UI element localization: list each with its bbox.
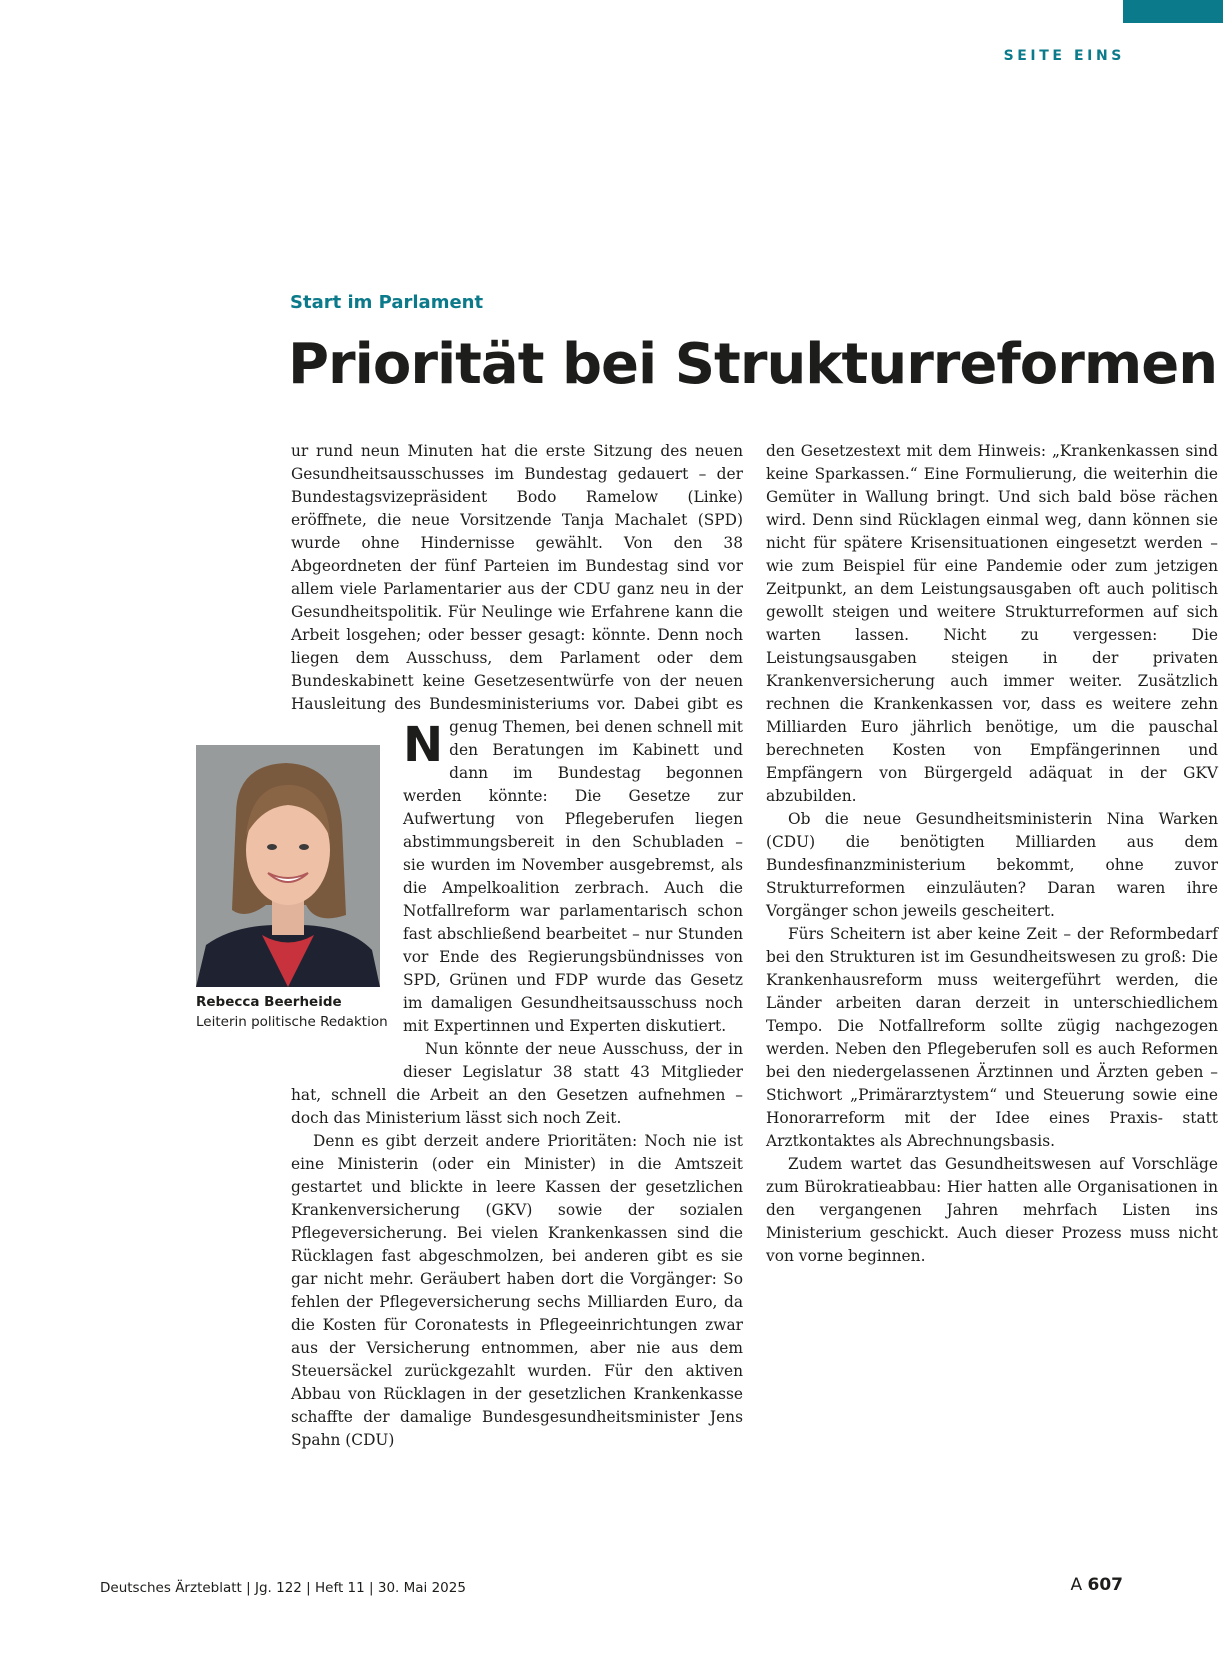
article-paragraph: N ur rund neun Minuten hat die erste Sitzung des neuen Gesundheitsausschusses im Bundestag gedauert – der Bundestagsvizepräsident Bodo Ramelow (Linke) eröffnete, die neue Vorsitzende Tanja Machalet (SPD) wurde ohne Hindernisse gewählt. Von den 38 Abgeordneten der fünf Parteien im Bundestag sind vor allem viele Parlamentarier aus der CDU ganz neu in der Gesundheitspolitik. Für Neulinge wie Erfahrene kann die Arbeit losgehen; oder besser gesagt: könnte. Denn noch liegen dem Ausschuss, dem Parlament oder dem Bundeskabinett keine Gesetzesentwürfe von der neuen Hausleitung des Bundesministeriums vor. Dabei gibt es genug Themen, bei denen schnell mit den Beratungen im Kabinett und dann im Bundestag begonnen werden könnte: Die Gesetze zur Aufwertung von Pflegeberufen liegen abstimmungsbereit in den Schubladen – sie wurden im November ausgebremst, als die Ampelkoalition zerbrach. Auch die Notfallreform war parlamentarisch schon fast abschließend bearbeitet – nur Stunden vor Ende des Regierungsbündnisses von SPD, Grünen und FDP wurde das Gesetz im damaligen Gesundheitsausschuss noch mit Expertinnen und Experten diskutiert. bbox=[291, 442, 743, 1035]
publication-info: Deutsches Ärzteblatt | Jg. 122 | Heft 11 | 30. Mai 2025 bbox=[100, 1580, 466, 1596]
article-paragraph: Fürs Scheitern ist aber keine Zeit – der Reformbedarf bei den Strukturen ist im Gesundheitswesen zu groß: Die Krankenhausreform muss weitergeführt werden, die Länder arbeiten daran derzeit in unterschiedlichem Tempo. Die Notfallreform sollte zügig nachgezogen werden. Neben den Pflegeberufen soll es auch Reformen bei den niedergelassenen Ärztinnen und Ärzten geben – Stichwort „Primärarztystem“ und Steuerung sowie eine Honorarreform mit der Idee eines Praxis- statt Arztkontaktes als Abrechnungsbasis. bbox=[766, 925, 1218, 1150]
section-label: SEITE EINS bbox=[1003, 48, 1125, 64]
article-paragraph: Denn es gibt derzeit andere Prioritäten: Noch nie ist eine Ministerin (oder ein Minister) in die Amtszeit gestartet und blickte in leere Kassen der gesetzlichen Krankenversicherung (GKV) sowie der sozialen Pflegeversicherung. Bei vielen Krankenkassen sind die Rücklagen fast abgeschmolzen, bei anderen gibt es sie gar nicht mehr. Geräubert haben dort die Vorgänger: So fehlen der Pflegeversicherung sechs Milliarden Euro, da die Kosten für Coronatests in Pflegeeinrichtungen zwar aus der Versicherung entnommen, aber nie aus dem Steuersäckel zurückgezahlt wurden. Für den aktiven Abbau von Rücklagen in der gesetzlichen Krankenkasse schaffte der damalige Bundesgesundheitsminister Jens Spahn (CDU) bbox=[291, 1132, 743, 1449]
article-title: Priorität bei Strukturreformen bbox=[288, 332, 1218, 397]
author-portrait-image bbox=[196, 745, 380, 987]
author-name: Rebecca Beerheide bbox=[196, 994, 342, 1010]
author-role: Leiterin politische Redaktion bbox=[196, 1014, 388, 1030]
article-column-right bbox=[766, 440, 1218, 1268]
page-number bbox=[1070, 1575, 1123, 1595]
page-number-value: 607 bbox=[1087, 1575, 1123, 1595]
dropcap-letter: N bbox=[403, 717, 444, 773]
page-prefix: A bbox=[1070, 1575, 1083, 1595]
article-paragraph: Nun könnte der neue Ausschuss, der in dieser Legislatur 38 statt 43 Mitglieder hat, schnell die Arbeit an den Gesetzen aufnehmen – doch das Ministerium lässt sich noch Zeit. bbox=[291, 1040, 743, 1127]
article-paragraph: Zudem wartet das Gesundheitswesen auf Vorschläge zum Bürokratieabbau: Hier hatten alle Organisationen in den vergangenen Jahren mehrfach Listen ins Ministerium geschickt. Auch dieser Prozess muss nicht von vorne beginnen. bbox=[766, 1155, 1218, 1265]
article-paragraph: Ob die neue Gesundheitsministerin Nina Warken (CDU) die benötigten Milliarden aus dem Bundesfinanzministerium bekommt, ohne zuvor Strukturreformen einzuläuten? Daran waren ihre Vorgänger schon jeweils gescheitert. bbox=[766, 810, 1218, 920]
author-photo bbox=[196, 745, 380, 987]
article-paragraph: den Gesetzestext mit dem Hinweis: „Krankenkassen sind keine Sparkassen.“ Eine Formulierung, die weiterhin die Gemüter in Wallung bringt. Und sich bald böse rächen wird. Denn sind Rücklagen einmal weg, dann können sie nicht für spätere Krisensituationen eingesetzt werden – wie zum Beispiel für eine Pandemie oder zum jetzigen Zeitpunkt, an dem Leistungsausgaben oft auch politisch gewollt steigen und weitere Strukturreformen auf sich warten lassen. Nicht zu vergessen: Die Leistungsausgaben steigen in der privaten Krankenversicherung auch immer weiter. Zusätzlich rechnen die Krankenkassen vor, dass es weitere zehn Milliarden Euro jährlich benötige, um die pauschal berechneten Kosten von Empfängerinnen und Empfängern von Bürgergeld adäquat in der GKV abzubilden. bbox=[766, 442, 1218, 805]
corner-accent-bar bbox=[1123, 0, 1223, 23]
article-kicker: Start im Parlament bbox=[290, 292, 484, 313]
